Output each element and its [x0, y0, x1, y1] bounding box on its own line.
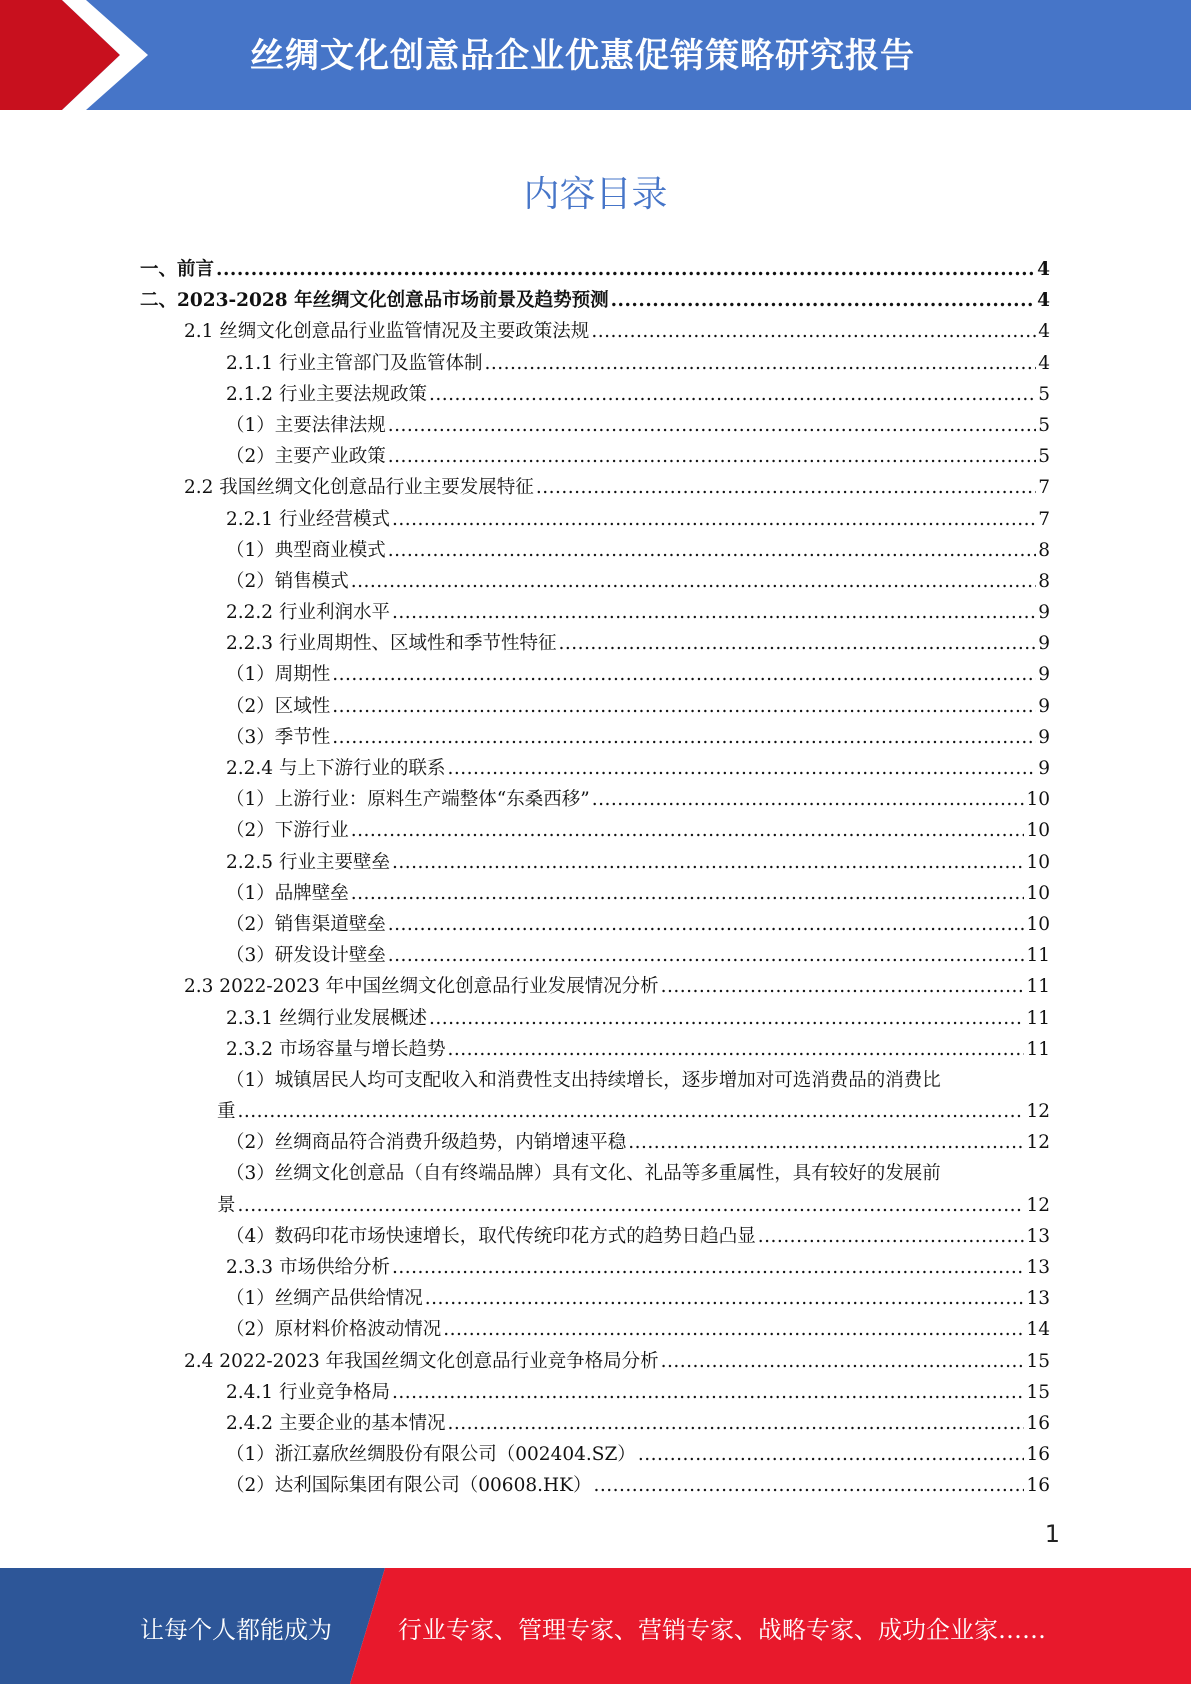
toc-entry[interactable]: [140, 316, 1050, 347]
toc-leader-dots: [332, 722, 1036, 753]
toc-entry-text: （2）丝绸商品符合消费升级趋势，内销增速平稳: [226, 1132, 627, 1154]
toc-leader-dots: [392, 847, 1024, 878]
toc-entry-text: 2.1 丝绸文化创意品行业监管情况及主要政策法规: [184, 321, 590, 343]
toc-leader-dots: [592, 784, 1025, 815]
toc-entry-text: （1）丝绸产品供给情况: [226, 1288, 423, 1310]
toc-entry[interactable]: [140, 441, 1050, 472]
toc-page-number: 4: [1038, 352, 1050, 374]
toc-entry-text: （1）典型商业模式: [226, 539, 386, 561]
toc-page-number: 9: [1038, 758, 1050, 779]
toc-entry[interactable]: [140, 691, 1050, 722]
toc-leader-dots: [388, 940, 1025, 971]
toc-entry[interactable]: [140, 535, 1050, 566]
toc-leader-dots: [443, 1314, 1024, 1345]
toc-entry-text: （1）上游行业：原料生产端整体“东桑西移”: [226, 789, 590, 811]
toc-page-number: 4: [1037, 259, 1050, 280]
report-footer: [0, 1568, 1191, 1684]
toc-page-number: 7: [1038, 477, 1050, 499]
toc-entry[interactable]: [140, 940, 1050, 971]
toc-entry[interactable]: [140, 285, 1050, 316]
toc-page-number: 10: [1026, 882, 1050, 904]
toc-entry[interactable]: [140, 1439, 1050, 1470]
toc-entry-text: 2.2 我国丝绸文化创意品行业主要发展特征: [184, 477, 534, 499]
toc-entry-text: 二、2023-2028 年丝绸文化创意品市场前景及趋势预测: [140, 290, 609, 312]
toc-entry[interactable]: [140, 628, 1050, 659]
toc-leader-dots: [638, 1439, 1025, 1470]
toc-page-number: 5: [1038, 383, 1050, 405]
toc-leader-dots: [392, 1377, 1024, 1408]
toc-leader-dots: [388, 535, 1036, 566]
toc-leader-dots: [388, 441, 1036, 472]
toc-page-number: 13: [1026, 1225, 1050, 1247]
toc-page-number: 7: [1038, 508, 1050, 530]
toc-entry[interactable]: [140, 847, 1050, 878]
toc-entry-text: （2）主要产业政策: [226, 446, 386, 468]
toc-entry[interactable]: [140, 1003, 1050, 1034]
toc-page-number: 14: [1026, 1319, 1050, 1341]
toc-entry[interactable]: [140, 566, 1050, 597]
toc-leader-dots: [536, 472, 1036, 503]
toc-entry-text: 2.1.2 行业主要法规政策: [226, 383, 427, 405]
report-title: 丝绸文化创意品企业优惠促销策略研究报告: [250, 36, 915, 76]
toc-page-number: 5: [1038, 414, 1050, 436]
toc-entry[interactable]: [140, 878, 1050, 909]
toc-entry-text: 2.2.5 行业主要壁垒: [226, 851, 390, 873]
toc-leader-dots: [332, 691, 1036, 722]
toc-entry[interactable]: [140, 472, 1050, 503]
toc-entry[interactable]: [140, 504, 1050, 535]
toc-page-number: 9: [1038, 633, 1050, 655]
toc-heading: 内容目录: [523, 174, 668, 215]
toc-page-number: 10: [1026, 851, 1050, 873]
toc-page-number: 10: [1026, 913, 1050, 935]
toc-leader-dots: [392, 504, 1036, 535]
toc-leader-dots: [429, 1003, 1024, 1034]
toc-entry[interactable]: [140, 1127, 1050, 1158]
toc-entry-text: （3）季节性: [226, 726, 331, 748]
toc-leader-dots: [238, 1096, 1025, 1127]
toc-entry[interactable]: [140, 1252, 1050, 1283]
toc-entry[interactable]: [140, 1034, 1050, 1065]
toc-leader-dots: [216, 254, 1035, 285]
toc-entry-text: 2.2.4 与上下游行业的联系: [226, 758, 446, 779]
toc-entry-text: （2）区域性: [226, 695, 331, 717]
toc-entry-text-cont: 重: [217, 1101, 236, 1123]
toc-page-number: 9: [1038, 726, 1050, 748]
toc-page-number: 10: [1026, 820, 1050, 842]
toc-page-number: 11: [1026, 1038, 1050, 1060]
toc-leader-dots: [593, 1470, 1024, 1501]
toc-entry-text: 2.2.3 行业周期性、区域性和季节性特征: [226, 633, 557, 655]
toc-leader-dots: [351, 878, 1025, 909]
toc-page-number: 13: [1026, 1257, 1050, 1278]
toc-entry-text[interactable]: （1）城镇居民人均可支配收入和消费性支出持续增长，逐步增加对可选消费品的消费比: [226, 1069, 941, 1091]
toc-entry-text: （3）研发设计壁垒: [226, 945, 386, 967]
toc-page-number: 9: [1038, 664, 1050, 686]
toc-leader-dots: [611, 285, 1036, 316]
toc-page-number: 8: [1038, 539, 1050, 561]
toc-entry[interactable]: [140, 815, 1050, 846]
toc-entry-text-cont: 景: [217, 1194, 236, 1216]
toc-entry[interactable]: [140, 1283, 1050, 1314]
toc-entry-text: （1）品牌壁垒: [226, 882, 349, 904]
toc-entry[interactable]: [140, 1221, 1050, 1252]
toc-entry-text: 2.2.1 行业经营模式: [226, 508, 390, 530]
toc-leader-dots: [425, 1283, 1025, 1314]
toc-leader-dots: [351, 815, 1025, 846]
toc-page-number: 11: [1026, 1007, 1050, 1029]
toc-page-number: 16: [1026, 1444, 1050, 1466]
toc-entry-text: 2.3 2022-2023 年中国丝绸文化创意品行业发展情况分析: [184, 976, 659, 998]
toc-entry[interactable]: [140, 348, 1050, 379]
toc-page-number: 16: [1026, 1412, 1050, 1434]
toc-page-number: 16: [1026, 1475, 1050, 1497]
toc-entry-text: （2）达利国际集团有限公司（00608.HK）: [226, 1475, 592, 1497]
toc-entry[interactable]: [140, 722, 1050, 753]
toc-leader-dots: [447, 753, 1036, 784]
toc-leader-dots: [429, 379, 1036, 410]
toc-entry-text: 一、前言: [140, 259, 215, 280]
toc-entry-text: 2.4 2022-2023 年我国丝绸文化创意品行业竞争格局分析: [184, 1350, 659, 1372]
toc-entry-text: （2）销售渠道壁垒: [226, 913, 386, 935]
toc-page-number: 12: [1026, 1101, 1050, 1123]
toc-entry-text[interactable]: （3）丝绸文化创意品（自有终端品牌）具有文化、礼品等多重属性，具有较好的发展前: [226, 1163, 941, 1185]
toc-leader-dots: [558, 628, 1036, 659]
toc-entry-text: 2.3.1 丝绸行业发展概述: [226, 1007, 427, 1029]
toc-page-number: 8: [1038, 570, 1050, 592]
toc-leader-dots: [238, 1190, 1025, 1221]
toc-entry[interactable]: [140, 971, 1050, 1002]
toc-leader-dots: [661, 1346, 1025, 1377]
toc-page-number: 11: [1026, 945, 1050, 967]
toc-leader-dots: [392, 1252, 1024, 1283]
footer-slogan-left: 让每个人都能成为: [140, 1616, 332, 1644]
toc-leader-dots: [661, 971, 1025, 1002]
table-of-contents: [140, 254, 1050, 1502]
toc-entry[interactable]: [140, 1377, 1050, 1408]
toc-leader-dots: [447, 1408, 1024, 1439]
toc-entry-text: 2.4.2 主要企业的基本情况: [226, 1412, 446, 1434]
toc-page-number: 12: [1026, 1132, 1050, 1154]
toc-page-number: 4: [1038, 321, 1050, 343]
toc-leader-dots: [758, 1221, 1025, 1252]
toc-entry-text: （1）周期性: [226, 664, 331, 686]
toc-entry[interactable]: [140, 1190, 1050, 1221]
toc-page-number: 9: [1038, 602, 1050, 624]
toc-leader-dots: [388, 909, 1025, 940]
toc-page-number: 15: [1026, 1381, 1050, 1403]
toc-entry[interactable]: [140, 909, 1050, 940]
toc-entry-text: （4）数码印花市场快速增长，取代传统印花方式的趋势日趋凸显: [226, 1225, 756, 1247]
toc-entry-text: （2）原材料价格波动情况: [226, 1319, 442, 1341]
toc-entry[interactable]: [140, 597, 1050, 628]
toc-page-number: 11: [1026, 976, 1050, 998]
toc-entry[interactable]: [140, 659, 1050, 690]
toc-page-number: 15: [1026, 1350, 1050, 1372]
toc-entry[interactable]: [140, 1346, 1050, 1377]
footer-slogan-right: 行业专家、管理专家、营销专家、战略专家、成功企业家……: [398, 1616, 1046, 1644]
toc-entry[interactable]: [140, 753, 1050, 784]
toc-entry-text: 2.3.2 市场容量与增长趋势: [226, 1038, 446, 1060]
toc-entry[interactable]: [140, 784, 1050, 815]
toc-entry-text: 2.3.3 市场供给分析: [226, 1257, 390, 1278]
page-number: 1: [1044, 1520, 1060, 1548]
toc-leader-dots: [351, 566, 1036, 597]
toc-page-number: 9: [1038, 695, 1050, 717]
toc-page-number: 12: [1026, 1194, 1050, 1216]
toc-leader-dots: [447, 1034, 1024, 1065]
toc-entry[interactable]: [140, 379, 1050, 410]
toc-leader-dots: [392, 597, 1036, 628]
toc-leader-dots: [484, 348, 1036, 379]
toc-page-number: 4: [1037, 290, 1050, 312]
report-header: [0, 0, 1191, 110]
toc-entry-text: （2）销售模式: [226, 570, 349, 592]
toc-entry-text: （2）下游行业: [226, 820, 349, 842]
chevron-arrow-icon: [0, 0, 160, 110]
toc-leader-dots: [388, 410, 1036, 441]
toc-entry-text: 2.4.1 行业竞争格局: [226, 1381, 390, 1403]
toc-entry[interactable]: [140, 254, 1050, 285]
toc-entry[interactable]: [140, 1314, 1050, 1345]
toc-entry[interactable]: [140, 410, 1050, 441]
toc-entry[interactable]: [140, 1470, 1050, 1501]
toc-entry-text: （1）主要法律法规: [226, 414, 386, 436]
toc-leader-dots: [628, 1127, 1024, 1158]
toc-page-number: 13: [1026, 1288, 1050, 1310]
toc-page-number: 10: [1026, 789, 1050, 811]
toc-entry-text: 2.2.2 行业利润水平: [226, 602, 390, 624]
toc-leader-dots: [332, 659, 1036, 690]
toc-entry[interactable]: [140, 1096, 1050, 1127]
toc-entry-text: （1）浙江嘉欣丝绸股份有限公司（002404.SZ）: [226, 1444, 636, 1466]
toc-entry[interactable]: [140, 1408, 1050, 1439]
toc-leader-dots: [591, 316, 1036, 347]
toc-page-number: 5: [1038, 446, 1050, 468]
toc-entry-text: 2.1.1 行业主管部门及监管体制: [226, 352, 483, 374]
